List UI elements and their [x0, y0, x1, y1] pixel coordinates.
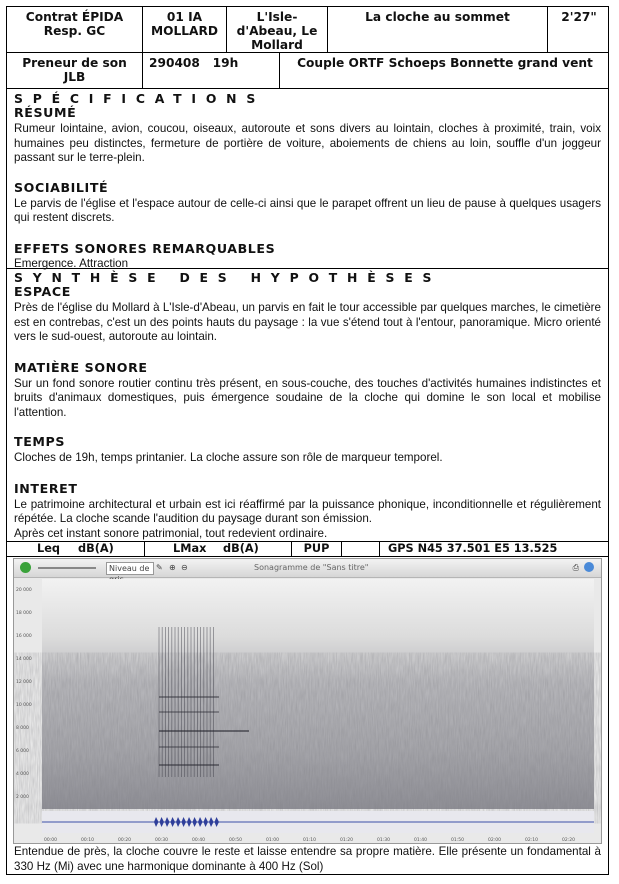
spectrogram-toolbar	[14, 559, 601, 578]
datetime-label: 290408 19h	[149, 56, 239, 70]
zoom-in-icon[interactable]: ⊕	[169, 563, 176, 572]
lmax-unit: dB(A)	[223, 542, 259, 555]
interet-text: Le patrimoine architectural et urbain est ici réaffirmé par la puissance phonique, inconditionnelle et régulièrement répétée. La cloche scande l'audition du paysage durant son émission.	[14, 497, 601, 525]
leq-unit: dB(A)	[78, 542, 114, 555]
resp-label: Resp. GC	[43, 24, 106, 38]
caption-section	[14, 845, 601, 874]
pup-value-cell	[342, 542, 380, 556]
sheet-title: La cloche au sommet	[365, 10, 510, 24]
preneur-label: Preneur de son	[22, 56, 127, 70]
equipment-cell	[280, 53, 610, 88]
pup-cell	[292, 542, 342, 556]
equipment-label: Couple ORTF Schoeps Bonnette grand vent	[297, 56, 593, 70]
gps-cell	[380, 542, 610, 556]
lmax-cell	[145, 542, 292, 556]
espace-heading: ESPACE	[14, 284, 71, 299]
freq-tick-label: 18 000	[16, 611, 32, 616]
resume-text: Rumeur lointaine, avion, coucou, oiseaux, autoroute et sons divers au lointain, cloches à proximité, train, voix humaines peu distinctes, fermeture de portière de voiture, aboiements de chiens au loin, souffle d'un joggeur passant sur le terre-plein.	[14, 122, 601, 164]
freq-tick-label: 12 000	[16, 680, 32, 685]
zoom-select[interactable]: Niveau de	[106, 562, 154, 575]
tool-icon[interactable]: ✎	[156, 563, 163, 572]
matiere-text: Sur un fond sonore routier continu très présent, en sous-couche, des touches d'activités humaines indistinctes et bruits d'animaux domestiques, puis émergence soudaine de la cloche qui domine le son local et mobilise l'attention.	[14, 376, 601, 419]
freq-tick-label: 2 000	[16, 795, 29, 800]
time-tick-label: 02:00	[488, 838, 501, 843]
pup-label: PUP	[303, 542, 330, 555]
code-label: 01 IA	[166, 10, 203, 24]
contract-cell	[7, 7, 143, 52]
sociabilite-heading: SOCIABILITÉ	[14, 179, 109, 195]
effets-heading: EFFETS SONORES REMARQUABLES	[14, 240, 276, 256]
specifications-banner: SPÉCIFICATIONS	[14, 91, 266, 106]
place-label: L'Isle-d'Abeau, Le Mollard	[236, 10, 318, 52]
zoom-out-icon[interactable]: ⊖	[181, 563, 188, 572]
freq-tick-label: 4 000	[16, 772, 29, 777]
window-title: Sonagramme de "Sans titre"	[254, 563, 369, 572]
play-button[interactable]	[20, 562, 31, 573]
spectrogram-caption: Entendue de près, la cloche couvre le reste et laisse entendre sa propre matière. Elle présente un fondamental à 330 Hz (Mi) avec une harmonique dominante à 400 Hz (Sol)	[14, 845, 601, 873]
time-tick-label: 01:10	[303, 838, 316, 843]
preneur-name: JLB	[63, 70, 86, 84]
freq-tick-label: 20 000	[16, 588, 32, 593]
interet-text-2: Après cet instant sonore patrimonial, tout redevient ordinaire.	[14, 526, 328, 540]
temps-text: Cloches de 19h, temps printanier. La cloche assure son rôle de marqueur temporel.	[14, 451, 443, 464]
recording-row	[7, 53, 608, 89]
time-tick-label: 00:50	[229, 838, 242, 843]
freq-tick-label: 8 000	[16, 726, 29, 731]
synthese-banner: SYNTHÈSE DES HYPOTHÈSES	[14, 270, 442, 285]
time-tick-label: 01:50	[451, 838, 464, 843]
time-tick-label: 00:20	[118, 838, 131, 843]
spectrogram-window	[13, 558, 602, 844]
freq-tick-label: 16 000	[16, 634, 32, 639]
time-tick-label: 01:00	[266, 838, 279, 843]
duration-cell	[548, 7, 610, 52]
info-icon[interactable]	[584, 562, 594, 572]
frequency-axis	[16, 587, 32, 800]
time-tick-label: 02:20	[562, 838, 575, 843]
header-row	[7, 7, 608, 53]
leq-label: Leq	[37, 542, 60, 555]
leq-cell	[7, 542, 145, 556]
specifications-section	[7, 89, 608, 269]
effets-text: Emergence. Attraction	[14, 256, 129, 270]
print-icon[interactable]: ⎙	[572, 563, 579, 572]
synthese-section	[7, 269, 608, 542]
time-tick-label: 01:30	[377, 838, 390, 843]
place-cell	[227, 7, 328, 52]
datetime-cell	[143, 53, 280, 88]
matiere-heading: MATIÈRE SONORE	[14, 359, 148, 375]
freq-tick-label: 10 000	[16, 703, 32, 708]
duration-label: 2'27"	[561, 10, 597, 24]
time-tick-label: 00:00	[44, 838, 57, 843]
spectrogram-plot	[14, 577, 602, 844]
time-axis	[44, 837, 575, 843]
code-sub-label: MOLLARD	[151, 24, 218, 38]
temps-heading: TEMPS	[14, 434, 66, 449]
sound-sheet	[6, 6, 609, 875]
time-tick-label: 01:20	[340, 838, 353, 843]
gps-label: GPS N45 37.501 E5 13.525	[388, 542, 558, 555]
preneur-cell	[7, 53, 143, 88]
time-tick-label: 01:40	[414, 838, 427, 843]
freq-tick-label: 6 000	[16, 749, 29, 754]
time-tick-label: 00:40	[192, 838, 205, 843]
time-tick-label: 02:10	[525, 838, 538, 843]
title-cell	[328, 7, 548, 52]
code-cell	[143, 7, 227, 52]
lmax-label: LMax	[173, 542, 207, 555]
level-slider[interactable]	[38, 567, 96, 569]
espace-text: Près de l'église du Mollard à L'Isle-d'Abeau, un parvis en fait le tour accessible par quelques marches, le cimetière est en contrebas, c'est un des points hauts du paysage : la vue s'étend tout à l'entour, panoramique. Micro orienté vers le sud-ouest, autoroute au lointain.	[14, 301, 601, 343]
measures-row	[7, 542, 608, 557]
contract-label: Contrat ÉPIDA	[25, 10, 124, 24]
resume-heading: RÉSUMÉ	[14, 105, 77, 120]
sociabilite-text: Le parvis de l'église et l'espace autour de celle-ci ainsi que le parapet offrent un lieu de pause à quelques usagers qui restent discrets.	[14, 196, 601, 224]
freq-tick-label: 14 000	[16, 657, 32, 662]
time-tick-label: 00:10	[81, 838, 94, 843]
interet-heading: INTERET	[14, 480, 78, 496]
time-tick-label: 00:30	[155, 838, 168, 843]
